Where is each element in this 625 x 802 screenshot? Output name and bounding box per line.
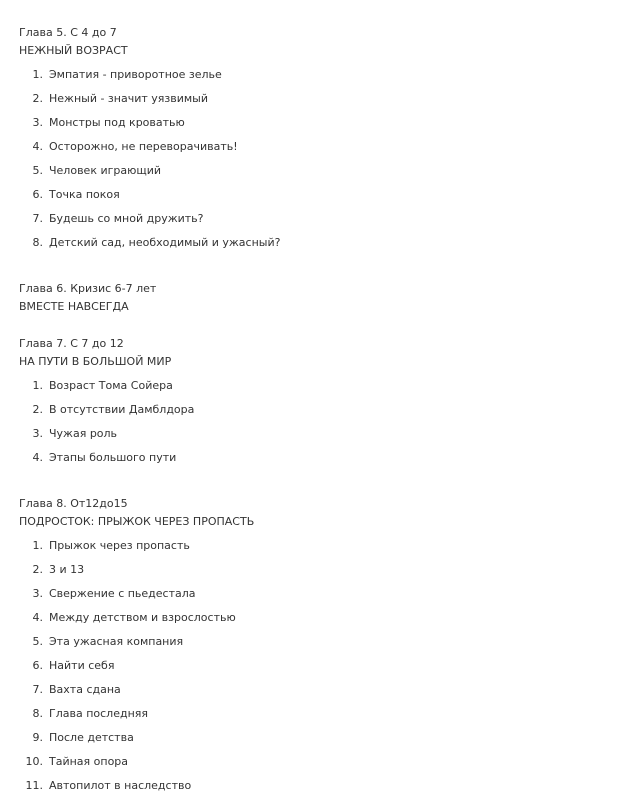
list-item xyxy=(19,235,625,259)
list-item-label: Вахта сдана xyxy=(49,683,121,696)
list-item-label: Этапы большого пути xyxy=(49,451,177,464)
list-item-label: 3 и 13 xyxy=(49,563,85,576)
chapter-heading: Глава 5. С 4 до 7 xyxy=(19,26,117,39)
list-item-number: 8. xyxy=(32,236,43,249)
list-item xyxy=(19,658,625,682)
list-item-label: Между детством и взрослостью xyxy=(49,611,236,624)
list-item-number: 6. xyxy=(32,188,43,201)
list-item-label: Будешь со мной дружить? xyxy=(49,212,204,225)
list-item-number: 5. xyxy=(32,635,43,648)
list-item-number: 4. xyxy=(32,140,43,153)
list-item-number: 1. xyxy=(32,539,43,552)
list-item-label: Тайная опора xyxy=(49,755,129,768)
list-item-number: 9. xyxy=(32,731,43,744)
chapter-title: ВМЕСТЕ НАВСЕГДА xyxy=(19,300,129,313)
list-item xyxy=(19,778,625,802)
list-item-number: 5. xyxy=(32,164,43,177)
chapter-title: НА ПУТИ В БОЛЬШОЙ МИР xyxy=(19,355,172,368)
list-item xyxy=(19,610,625,634)
chapter-item-list xyxy=(19,67,625,259)
list-item-number: 3. xyxy=(32,116,43,129)
list-item-label: Эта ужасная компания xyxy=(49,635,184,648)
chapter-section xyxy=(19,496,625,802)
list-item xyxy=(19,139,625,163)
list-item-number: 1. xyxy=(32,379,43,392)
list-item-label: Глава последняя xyxy=(49,707,148,720)
list-item-number: 3. xyxy=(32,587,43,600)
list-item-number: 2. xyxy=(32,92,43,105)
list-item-label: Нежный - значит уязвимый xyxy=(49,92,209,105)
list-item xyxy=(19,402,625,426)
list-item-label: Человек играющий xyxy=(49,164,162,177)
chapter-item-list xyxy=(19,538,625,802)
list-item xyxy=(19,450,625,474)
list-item xyxy=(19,634,625,658)
chapter-item-list xyxy=(19,378,625,474)
list-item xyxy=(19,378,625,402)
list-item-number: 7. xyxy=(32,683,43,696)
chapter-title: ПОДРОСТОК: ПРЫЖОК ЧЕРЕЗ ПРОПАСТЬ xyxy=(19,515,255,528)
list-item-label: В отсутствии Дамблдора xyxy=(49,403,195,416)
list-item-label: Найти себя xyxy=(49,659,115,672)
list-item xyxy=(19,67,625,91)
list-item-label: Осторожно, не переворачивать! xyxy=(49,140,238,153)
list-item-number: 8. xyxy=(32,707,43,720)
list-item xyxy=(19,163,625,187)
chapter-heading: Глава 7. С 7 до 12 xyxy=(19,337,124,350)
list-item xyxy=(19,91,625,115)
list-item-number: 6. xyxy=(32,659,43,672)
list-item-label: Детский сад, необходимый и ужасный? xyxy=(49,236,281,249)
list-item xyxy=(19,187,625,211)
list-item-number: 10. xyxy=(25,755,43,768)
list-item-number: 3. xyxy=(32,427,43,440)
chapter-title: НЕЖНЫЙ ВОЗРАСТ xyxy=(19,44,128,57)
list-item xyxy=(19,562,625,586)
chapter-heading: Глава 8. От12до15 xyxy=(19,497,128,510)
list-item-label: Чужая роль xyxy=(49,427,118,440)
list-item-label: Прыжок через пропасть xyxy=(49,539,190,552)
list-item-label: Эмпатия - приворотное зелье xyxy=(49,68,222,81)
chapter-section xyxy=(19,25,625,259)
chapter-section xyxy=(19,281,625,314)
list-item-number: 11. xyxy=(25,779,43,792)
list-item xyxy=(19,730,625,754)
list-item-label: Точка покоя xyxy=(49,188,120,201)
list-item-label: Свержение с пьедестала xyxy=(49,587,196,600)
list-item-number: 2. xyxy=(32,563,43,576)
list-item-label: После детства xyxy=(49,731,134,744)
list-item-label: Возраст Тома Сойера xyxy=(49,379,173,392)
list-item xyxy=(19,538,625,562)
chapter-section xyxy=(19,336,625,474)
list-item xyxy=(19,426,625,450)
list-item-number: 4. xyxy=(32,451,43,464)
list-item-label: Монстры под кроватью xyxy=(49,116,185,129)
chapter-heading: Глава 6. Кризис 6-7 лет xyxy=(19,282,157,295)
list-item-number: 2. xyxy=(32,403,43,416)
list-item-number: 7. xyxy=(32,212,43,225)
list-item xyxy=(19,754,625,778)
list-item xyxy=(19,682,625,706)
list-item xyxy=(19,115,625,139)
list-item xyxy=(19,706,625,730)
list-item xyxy=(19,586,625,610)
list-item-label: Автопилот в наследство xyxy=(49,779,192,792)
list-item-number: 1. xyxy=(32,68,43,81)
list-item xyxy=(19,211,625,235)
list-item-number: 4. xyxy=(32,611,43,624)
